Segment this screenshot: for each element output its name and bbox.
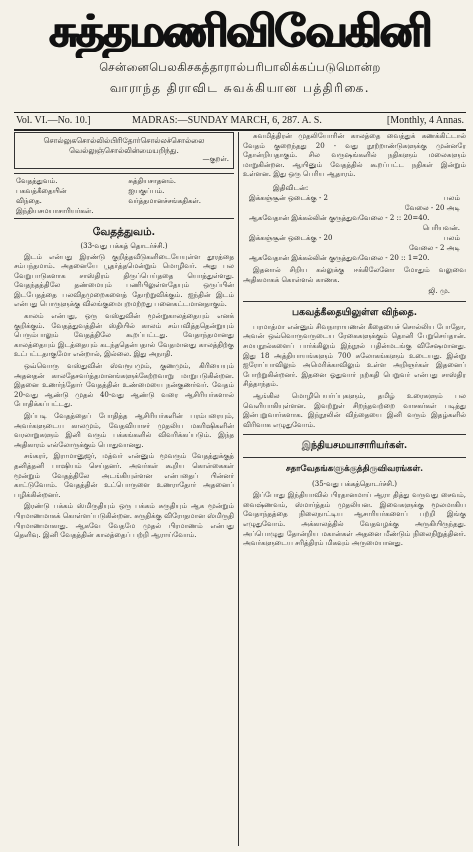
article-paragraph: காலம் என்பது, ஒரு வஸ்துவின் மூன்றுகாலத்தையும் எனக் குறிக்கும். வேதத்துவத்தின் ஸ்தியில் காலம் சம்பவித்ததென்றுயும் பெரும்பாலும் வேதத்திலே கூறப்பட்டது. வேதாந்தமானது காலத்தையும் இடத்தையும் கடந்ததென்பதால் வேதமானது காலத்திற்கு உட்பட்டதாகுமோ என்றால், இல்லை. இது அநாதி. (14, 312, 234, 359)
contents-right (128, 176, 232, 216)
contents-item: வேதத்துவம். (16, 176, 58, 185)
contents-list (14, 173, 234, 219)
contents-item: ஐயகுப்பம். (128, 186, 165, 195)
section-divider (243, 301, 466, 302)
article-paragraph: இப்போது இந்தியாவில் பிரதானமாய் ஆரா தித்து வருவது சைவம், வைஷ்ணவம், ஸ்மார்த்தம் முதலியன. இவைகளுக்கு மூலமாகிய வேதாந்தத்தை நிலைநாட்டிய ஆசாரியர்களைப் பற்றி இங்கு எழுதுவோம். அக்காலத்தில் வேதவழக்கு அருகியிருந்தது. அப்பொழுது தோன்றிய மகான்கள் அதனை மீண்டும் நிலைநிறுத்தினர். அவர்களுடைய சரித்திரம் மிகவும் அருமையானது. (243, 491, 466, 548)
calculation-lead: இதிவிடன்: (273, 183, 309, 192)
section-divider (243, 457, 466, 458)
article-subtitle: சதாவேதங்களுக்குத்திருவிவரங்கள். (285, 464, 424, 475)
tagline: வாராந்த திராவிட சுவக்கியான பத்திரிகை. (109, 81, 371, 95)
masthead (14, 6, 466, 110)
calculation-row: இக்கஞ்சூன் ஒடைக்கு - 2 பலம் (249, 193, 460, 202)
author-signature: ஜி. மு. (428, 287, 450, 296)
dateline (14, 112, 466, 131)
left-column (14, 132, 234, 846)
calculation-row: வேலை - 2 அடி (409, 243, 460, 252)
contents-item: பகவத்கீதையின் விந்தை. (16, 186, 67, 205)
article-paragraph: சுவமித்திரன் முதலியோரின் காலத்தை வைத்துக் கணக்கிட்டால் வேதம் குறைந்தது 20 - வது நூற்றாண்டுகளுக்கு முன்னரே தோன்றியதாகும். சில வருஷங்களில் நதிகளும் மலைகளும் மாறுகின்றன. ஆயினும் வேதத்தில் கூறப்பட்ட நதிகள் இன்றும் உள்ளன. இது ஒரு பெரிய ஆதாரம். (243, 132, 466, 179)
article-title: இந்தியசமயாசாரியர்கள். (301, 440, 408, 452)
volume-number: Vol. VI.—No. 10.] (16, 115, 91, 126)
newspaper-title: சுத்தமணிவிவேகினி (49, 6, 431, 57)
contents-item: இந்தியசமயாசாரியர்கள். (16, 206, 94, 215)
epigraph-source: —குறள். (202, 155, 229, 163)
article-paragraph: ஆங்கில மொழிபெயர்ப்புகளும், தமிழ் உரைகளும் பல வெளியாகியுள்ளன. இவற்றுள் சிறந்தவற்றை வாசகர்கள் படித்து இன்புறுவார்களாக. இந்நூலின் விந்தையை இனி வரும் இதழ்களில் விரிவாக எழுதுவோம். (243, 391, 466, 429)
contents-item: சுத்தியசாதனம். (128, 176, 176, 185)
section-divider (243, 434, 466, 435)
epigraph-box (14, 132, 234, 169)
article-paragraph: பரமாத்மா என்னும் சிவநாராயணன் கீதையைச் சொல்லிய போதோ, அவன் ஒவ்வொருவருடைய ரேகைகளுக்கும் தொனி பேறுசெய்தான். சமயநூல்களைப் பார்க்கிலும் இந்நூல் பதின்மடங்கு விசேஷமானது. இது 18 அத்தியாயங்களும் 700 சுலோகங்களும் உடையது. இன்று ஐரோப்பாவிலும் அமெரிக்காவிலும் உள்ள அறிஞர்கள் இதனைப் போற்றுகின்றனர். இதனை ஓதுவார் நற்கதி பெறுவர் என்பது சாஸ்திர சித்தாந்தம். (243, 322, 466, 389)
calculation-row: இக்கஞ்சூன் ஒடைக்கு - 20 பலம் (249, 233, 460, 242)
calculation-row: வேலை - 20 அடி (404, 203, 460, 212)
article-paragraph: சங்கரர், இராமானுஜர், மத்வர் என்னும் மூவரும் வேதத்துக்குத் தனித்தனி பாஷியம் செய்தனர். அவர்கள் கூறிய கொள்கைகள் மூன்றும் வேதத்திலே அடங்கியுள்ளன என்பதைப் பின்னர் காட்டுவோம். வேதத்தின் உட்பொருளை உணராதோர் அதனைப் பழிக்கின்றனர். (14, 452, 234, 499)
publisher-line: சென்னைபெலகிசகத்தாரால்பரிபாலிக்கப்படுமொன்ற (99, 60, 381, 74)
article-paragraph: இதனால் சிறிய கல்லுக்கு ஈக்கிலேனோ மோதும் வலுவை அதிகமாகக் கொள்ளல் காணக. (243, 265, 466, 284)
epigraph-text: சொல்லுகசொல்லில்பிரிதோர்சொல்லச்சொல்லை வெல்லுஞ்சொல்லின்மையறிந்து. (43, 136, 205, 155)
newspaper-page (14, 6, 466, 848)
calculation-table (243, 183, 466, 263)
contents-left (16, 176, 120, 216)
article-title: வேதத்துவம். (92, 225, 156, 238)
article-paragraph: ஒவ்வொரு வஸ்துவின் ஸ்வரூபமும், குணமும், கிரியையும் அதனதன் காலதேசவர்த்தமானங்களுக்கேற்றவாறு மாறுபடுகின்றன. இதனை உணர்ந்தோர் வேதத்தின் உண்மையை நன்குணர்வர். வேதம் 20-வது ஆண்டு முதல் 40-வது ஆண்டு வரை ஆசிரியர்களால் போதிக்கப்பட்டது. (14, 362, 234, 409)
subscription-price: [Monthly, 4 Annas. (386, 115, 464, 126)
contents-item: வர்த்தமானச்சங்கதிகள். (128, 196, 201, 205)
article-paragraph: இடம் என்பது இரண்டு குறித்தவீடுகளிடையேயுள்ள தூரத்தை சம்பந்தமாம். அதனையே பூதர்த்தமென்றும் மொழிவர். அது பல வேறுபாடுகளாக சாஸ்திரம் திருப்பெய்ததை யொத்துள்ளது. வேதந்தத்திலே தண்மையும் பணிபிலுள்ளதேயும் ஒருப்பின் இடபேதத்தை பலவிதமுறைகளைத் தோற்றுவிக்கும். ஐந்தின் இடம் என்பது பொருளுக்கு விலங்குமைபுறமற்றது பனைகட்டமானதாகும். (14, 252, 234, 309)
calculation-row: ஆகவேதான் இக்கல்லின் குருத்துவவேலை - 20 :: 1=20. (249, 253, 430, 262)
column-divider (238, 132, 239, 846)
article-title: பகவத்கீதையிலுள்ள விந்தை. (291, 306, 418, 318)
calculation-row: பெரியவன். (422, 223, 460, 232)
article-continuation: (35-வது பக்கத்தொடர்ச்சி.) (312, 480, 397, 489)
issue-date: MADRAS:—SUNDAY MARCH, 6, 287. A. S. (132, 115, 322, 126)
article-paragraph: இரண்டு பக்கம் ஸ்மிருதியும் ஒரு பக்கம் சுருதியும் ஆக மூன்றும் பிரமாணமாகக் கொள்ளப்படுகின்றன. சுருதிக்கு விரோதமான ஸ்மிருதி பிரமாணமாகாது. ஆகவே வேதமே முதல் பிரமாணம் என்பது தெளிவு. இனி வேதத்தின் காலத்தைப் பற்றி ஆராய்வோம். (14, 502, 234, 540)
article-continuation: (33-வது பக்கத் தொடர்ச்சி.) (80, 241, 168, 250)
calculation-row: ஆகவேதான் இக்கல்லின் குருத்துவவேலை - 2 :: 20=40. (249, 213, 430, 222)
article-paragraph: இப்படி வேதத்தைப் போதித்த ஆசிரியர்களின் பரம்பரையும், அவர்களுடைய காலமும், வேதவியாசர் முதலிய மகரிஷிகளின் வரலாறுகளும் இனி வரும் பக்கங்களில் விவரிக்கப்படும். இந்த அதிகாரம் எல்லோருக்கும் பொதுவானது. (14, 412, 234, 449)
right-column (243, 132, 466, 846)
